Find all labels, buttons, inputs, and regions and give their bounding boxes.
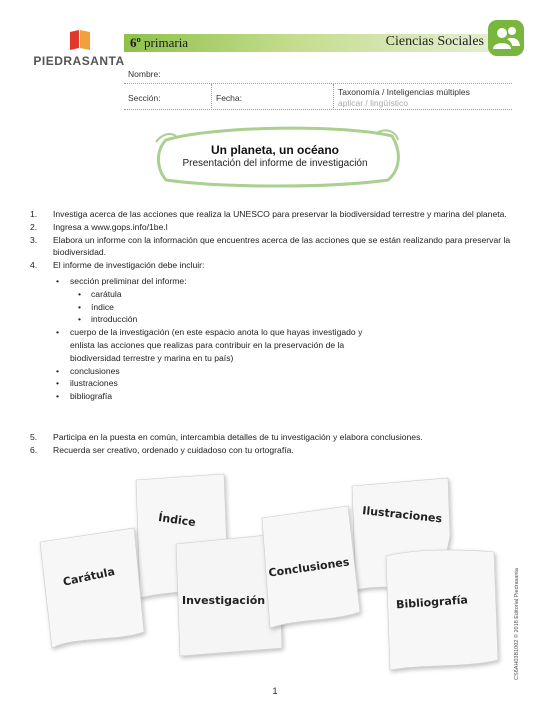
final-steps — [30, 431, 520, 457]
subject-title: Ciencias Sociales — [385, 34, 484, 49]
report-subpart: • introducción — [78, 314, 138, 325]
report-part: • bibliografía — [56, 391, 113, 402]
card-label: Bibliografía — [395, 593, 469, 612]
page-number: 1 — [272, 686, 278, 696]
taxonomy-label: Taxonomía / Inteligencias múltiples — [338, 87, 470, 97]
card-label: Investigación — [182, 594, 266, 607]
date-field[interactable] — [212, 84, 334, 110]
report-subpart: • carátula — [78, 288, 122, 299]
date-label: Fecha: — [216, 93, 242, 103]
report-part: • sección preliminar del informe: — [56, 275, 187, 286]
grade-label: 6º primaria — [130, 35, 189, 50]
copyright-notice: CS6AH03B1002 © 2018 Editorial Piedrasanta — [514, 568, 520, 680]
report-part: • ilustraciones — [56, 378, 118, 389]
name-row[interactable] — [124, 64, 512, 84]
taxonomy-cell — [334, 84, 512, 110]
resource-link[interactable]: Ingresa a www.gops.info/1be.l — [53, 221, 168, 232]
section-field[interactable] — [124, 84, 212, 110]
instruction-item: 2. Ingresa a www.gops.info/1be.l — [30, 221, 168, 232]
page-subtitle: Presentación del informe de investigación — [182, 158, 368, 169]
instruction-item: 1. Investiga acerca de las acciones que realiza la UNESCO para preservar la biodiversidad terrestre y marina del planeta. — [30, 209, 507, 219]
report-part: • cuerpo de la investigación (en este espacio anota lo que hayas investigado y enlista las acciones que realizas para contribuir en la preservación de la biodiversidad terrestre y marina en tu país) — [56, 327, 363, 363]
name-label: Nombre: — [128, 69, 161, 79]
book-logo-icon — [68, 30, 92, 50]
page-title: Un planeta, un océano — [210, 143, 339, 157]
taxonomy-sub-label: aplicar / lingüístico — [338, 98, 408, 108]
card-label: Ilustraciones — [361, 504, 443, 526]
grade-bar — [124, 34, 510, 52]
info-row — [124, 84, 512, 110]
card-caratula — [40, 528, 144, 648]
publisher-logo — [30, 30, 128, 70]
report-sections-illustration — [30, 472, 508, 682]
instructions — [30, 208, 520, 403]
people-icon — [488, 20, 524, 56]
card-conclusiones — [262, 506, 360, 628]
section-label: Sección: — [128, 93, 161, 103]
report-part: • conclusiones — [56, 365, 120, 376]
instruction-item: 5. Participa en la puesta en común, intercambia detalles de tu investigación y elabora conclusiones. — [30, 432, 423, 442]
card-label: Conclusiones — [267, 555, 351, 580]
card-label: Carátula — [61, 564, 116, 589]
instruction-item: 3. Elabora un informe con la información que encuentres acerca de las acciones que se están realizando para preservar la biodiversidad. — [30, 234, 511, 258]
publisher-name: PIEDRASANTA — [33, 54, 125, 68]
card-bibliografia — [386, 550, 498, 670]
report-subpart: • índice — [78, 301, 114, 312]
instruction-item: 4. El informe de investigación debe incluir: — [30, 260, 205, 271]
instruction-item: 6. Recuerda ser creativo, ordenado y cuidadoso con tu ortografía. — [30, 444, 294, 455]
card-label: Índice — [157, 511, 197, 530]
